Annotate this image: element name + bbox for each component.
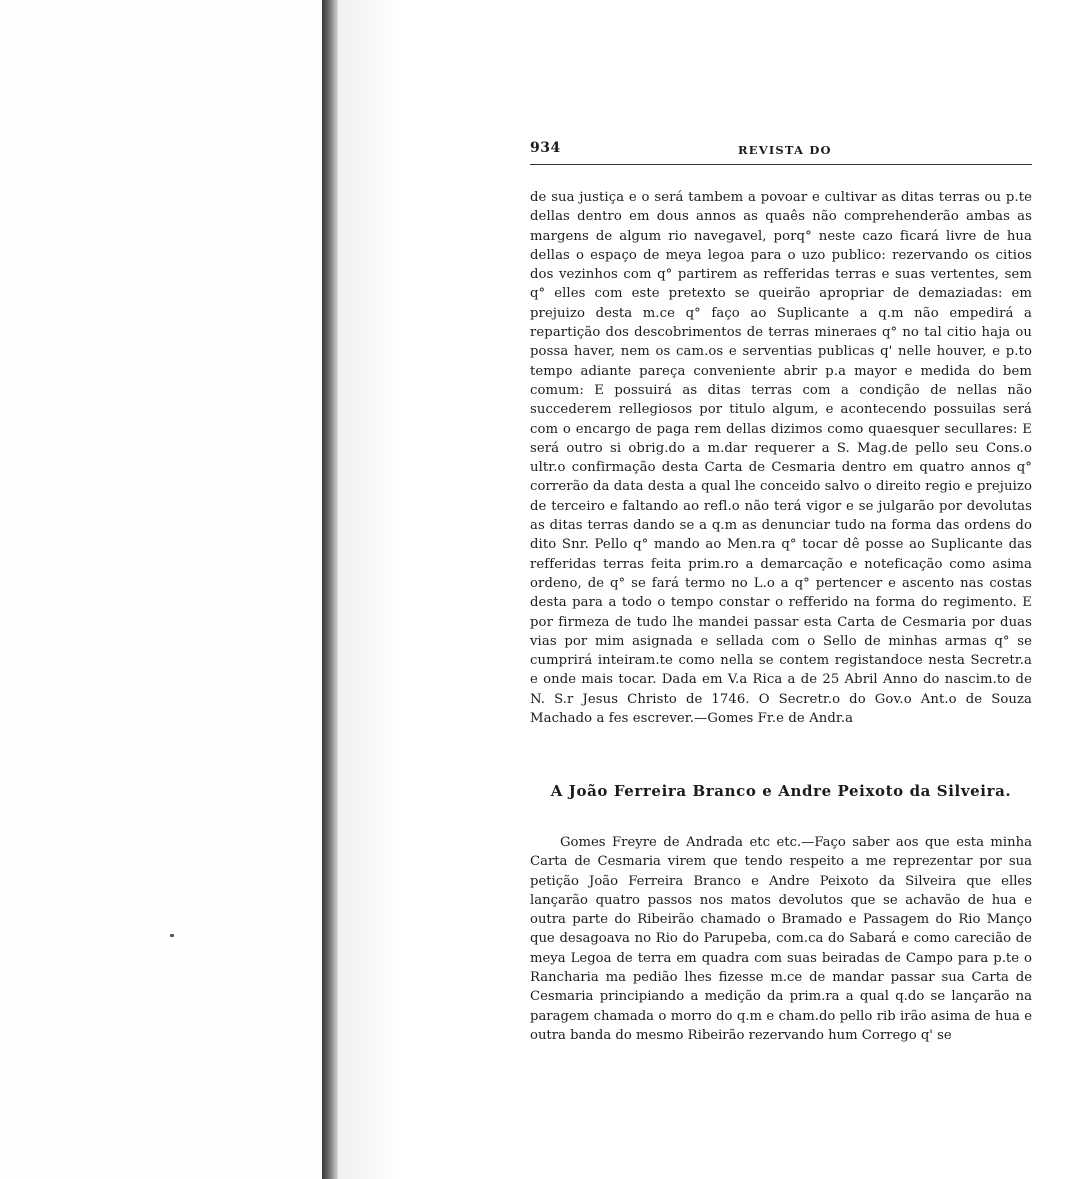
body-text-block <box>530 188 1032 728</box>
section-text-block <box>530 833 1032 1045</box>
page-speck <box>170 934 174 937</box>
book-gutter <box>322 0 338 1179</box>
page-header <box>530 140 1032 166</box>
running-title: REVISTA DO <box>738 143 832 157</box>
body-paragraph: de sua justiça e o será tambem a povoar e cultivar as ditas terras ou p.te dellas dentro em dous annos as quaês não comprehenderão ambas as margens de algum rio navegavel, porq° neste cazo ficará livre de hua dellas o espaço de meya legoa para o uzo publico: rezervando os citios dos vezinhos com q° partirem as refferidas terras e suas vertentes, sem q° elles com este pretexto se queirão apropriar de demaziadas: em prejuizo desta m.ce q° faço ao Suplicante a q.m não empedirá a repartição dos descobrimentos de terras mineraes q° no tal citio haja ou possa haver, nem os cam.os e serventias publicas q' nelle houver, e p.to tempo adiante pareça conveniente abrir p.a mayor e medida do bem comum: E possuirá as ditas terras com a condição de nellas não succederem rellegiosos por titulo algum, e acontecendo possuilas será com o encargo de paga rem dellas dizimos como quaesquer secullares: E será outro si obrig.do a m.dar requerer a S. Mag.de pello seu Cons.o ultr.o confirmação desta Carta de Cesmaria dentro em quatro annos q° correrão da data desta a qual lhe conceido salvo o direito regio e prejuizo de terceiro e faltando ao refl.o não terá vigor e se julgarão por devolutas as ditas terras dando se a q.m as denunciar tudo na forma das ordens do dito Snr. Pello q° mando ao Men.ra q° tocar dê posse ao Suplicante das refferidas terras feita prim.ro a demarcação e noteficação como asima ordeno, de q° se fará termo no L.o a q° pertencer e ascento nas costas desta para a todo o tempo constar o refferido na forma do regimento. E por firmeza de tudo lhe mandei passar esta Carta de Cesmaria por duas vias por mim asignada e sellada com o Sello de minhas armas q° se cumprirá inteiram.te como nella se contem registandoce nesta Secretr.a e onde mais tocar. Dada em V.a Rica a de 25 Abril Anno do nascim.to de N. S.r Jesus Christo de 1746. O Secretr.o do Gov.o Ant.o de Souza Machado a fes escrever.—Gomes Fr.e de Andr.a <box>530 190 1032 727</box>
section-heading: A João Ferreira Branco e Andre Peixoto da Silveira. <box>550 782 1012 800</box>
left-page-blank <box>0 0 322 1179</box>
page-number: 934 <box>530 140 561 156</box>
gutter-shadow <box>338 0 398 1179</box>
section-paragraph: Gomes Freyre de Andrada etc etc.—Faço saber aos que esta minha Carta de Cesmaria virem que tendo respeito a me reprezentar por sua petição João Ferreira Branco e Andre Peixoto da Silveira que elles lançarão quatro passos nos matos devolutos que se achavão de hua e outra parte do Ribeirão chamado o Bramado e Passagem do Rio Manço que desagoava no Rio do Parupeba, com.ca do Sabará e como carecião de meya Legoa de terra em quadra com suas beiradas de Campo para p.te o Rancharia ma pedião lhes fizesse m.ce de mandar passar sua Carta de Cesmaria principiando a medição da prim.ra a qual q.do se lançarão na paragem chamada o morro do q.m e cham.do pello rib irão asima de hua e outra banda do mesmo Ribeirão rezervando hum Corrego q' se <box>530 835 1032 1043</box>
header-rule <box>530 164 1032 165</box>
